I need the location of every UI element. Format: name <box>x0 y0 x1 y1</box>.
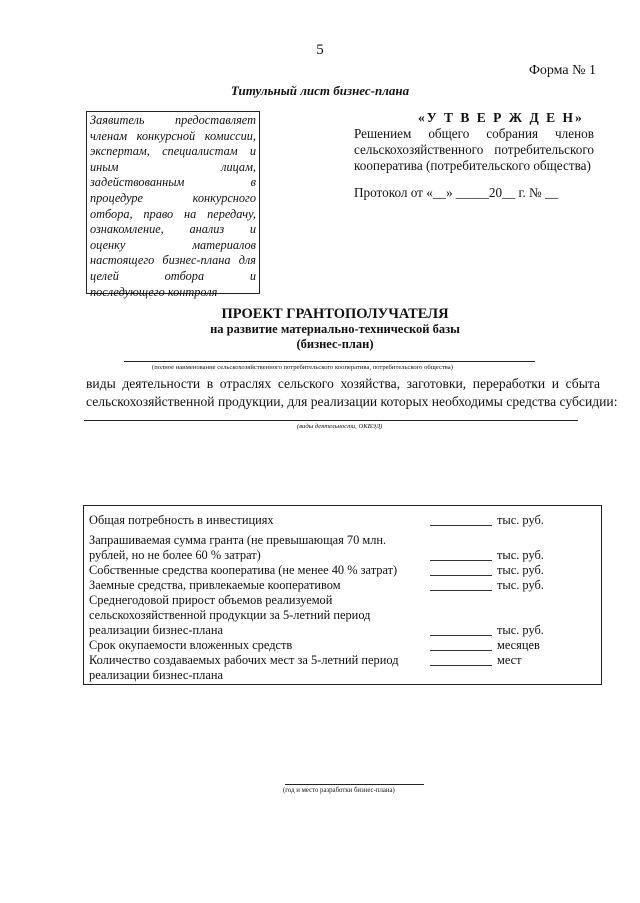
notice-box <box>86 111 260 299</box>
title-sheet-heading: Титульный лист бизнес-плана <box>230 83 410 98</box>
approval-line: Решением общего собрания членов <box>354 126 594 141</box>
investment-row-blank <box>430 665 492 666</box>
year-place-fill-line <box>285 784 424 785</box>
investment-row-blank <box>430 525 492 526</box>
investment-row-label: Общая потребность в инвестициях <box>89 513 274 527</box>
protocol-line: Протокол от «__» _____20__ г. № __ <box>354 185 559 200</box>
investment-row-blank <box>430 650 492 651</box>
approval-title: «У Т В Е Р Ж Д Е Н» <box>418 110 584 125</box>
notice-line: членам конкурсной комиссии, <box>90 128 256 143</box>
notice-line: оценку материалов <box>90 237 256 252</box>
name-caption: (полное наименование сельскохозяйственного потребительского кооператива, потребительского общества) <box>152 364 453 371</box>
activity-line: виды деятельности в отраслях сельского хозяйства, заготовки, переработки и сбыта <box>86 376 600 391</box>
notice-line: последующего контроля <box>90 284 218 299</box>
investment-row-blank <box>430 590 492 591</box>
approval-body <box>354 126 594 174</box>
approval-line: кооператива (потребительского общества) <box>354 158 591 173</box>
investment-row-blank <box>430 635 492 636</box>
notice-line: иным лицам, <box>90 159 256 174</box>
project-title: ПРОЕКТ ГРАНТОПОЛУЧАТЕЛЯ <box>221 306 449 322</box>
investment-row-unit: тыс. руб. <box>497 548 544 562</box>
notice-line: Заявитель предоставляет <box>90 113 256 127</box>
investment-row-label: рублей, но не более 60 % затрат) <box>89 548 261 562</box>
investment-row-label: реализации бизнес-плана <box>89 623 223 637</box>
investment-row-label: сельскохозяйственной продукции за 5-летний период <box>89 608 371 622</box>
notice-line: процедуре конкурсного <box>90 190 256 205</box>
approval-line: сельскохозяйственного потребительского <box>354 142 594 157</box>
form-number: Форма № 1 <box>528 63 596 78</box>
project-subtitle-type: (бизнес-план) <box>296 337 374 351</box>
name-fill-line <box>124 361 535 362</box>
activity-caption: (виды деятельности, ОКВЭД) <box>297 423 383 430</box>
investment-row-unit: тыс. руб. <box>497 563 544 577</box>
notice-line: экспертам, специалистам и <box>90 144 256 159</box>
investment-row-unit: тыс. руб. <box>497 578 544 592</box>
investment-row-unit: тыс. руб. <box>497 623 544 637</box>
investment-row-blank <box>430 575 492 576</box>
notice-line: отбора, право на передачу, <box>90 206 256 221</box>
notice-line: ознакомление, анализ и <box>90 222 256 237</box>
year-place-caption: (год и место разработки бизнес-плана) <box>283 787 395 794</box>
investment-row-unit: месяцев <box>497 638 540 652</box>
investment-row-label: Среднегодовой прирост объемов реализуемой <box>89 593 333 607</box>
notice-line: задействованным в <box>90 175 256 190</box>
notice-line: настоящего бизнес-плана для <box>90 253 256 268</box>
investment-row-label: Запрашиваемая сумма гранта (не превышающая 70 млн. <box>89 533 387 547</box>
project-subtitle: на развитие материально-технической базы <box>210 322 460 336</box>
investment-row-unit: мест <box>497 653 522 667</box>
investment-row-label: Заемные средства, привлекаемые кооперативом <box>89 578 341 592</box>
investment-row-unit: тыс. руб. <box>497 513 544 527</box>
page-number: 5 <box>316 42 324 58</box>
investment-row-blank <box>430 560 492 561</box>
notice-line: целей отбора и <box>90 268 256 283</box>
activity-line: сельскохозяйственной продукции, для реализации которых необходимы средства субсидии: <box>86 394 618 409</box>
investment-row-label: Собственные средства кооператива (не менее 40 % затрат) <box>89 563 398 577</box>
activity-text <box>86 375 618 411</box>
activity-fill-line <box>84 420 578 421</box>
investment-row-label: Срок окупаемости вложенных средств <box>89 638 293 652</box>
investment-row-label: Количество создаваемых рабочих мест за 5-летний период <box>89 653 399 667</box>
investment-row-label: реализации бизнес-плана <box>89 668 223 682</box>
